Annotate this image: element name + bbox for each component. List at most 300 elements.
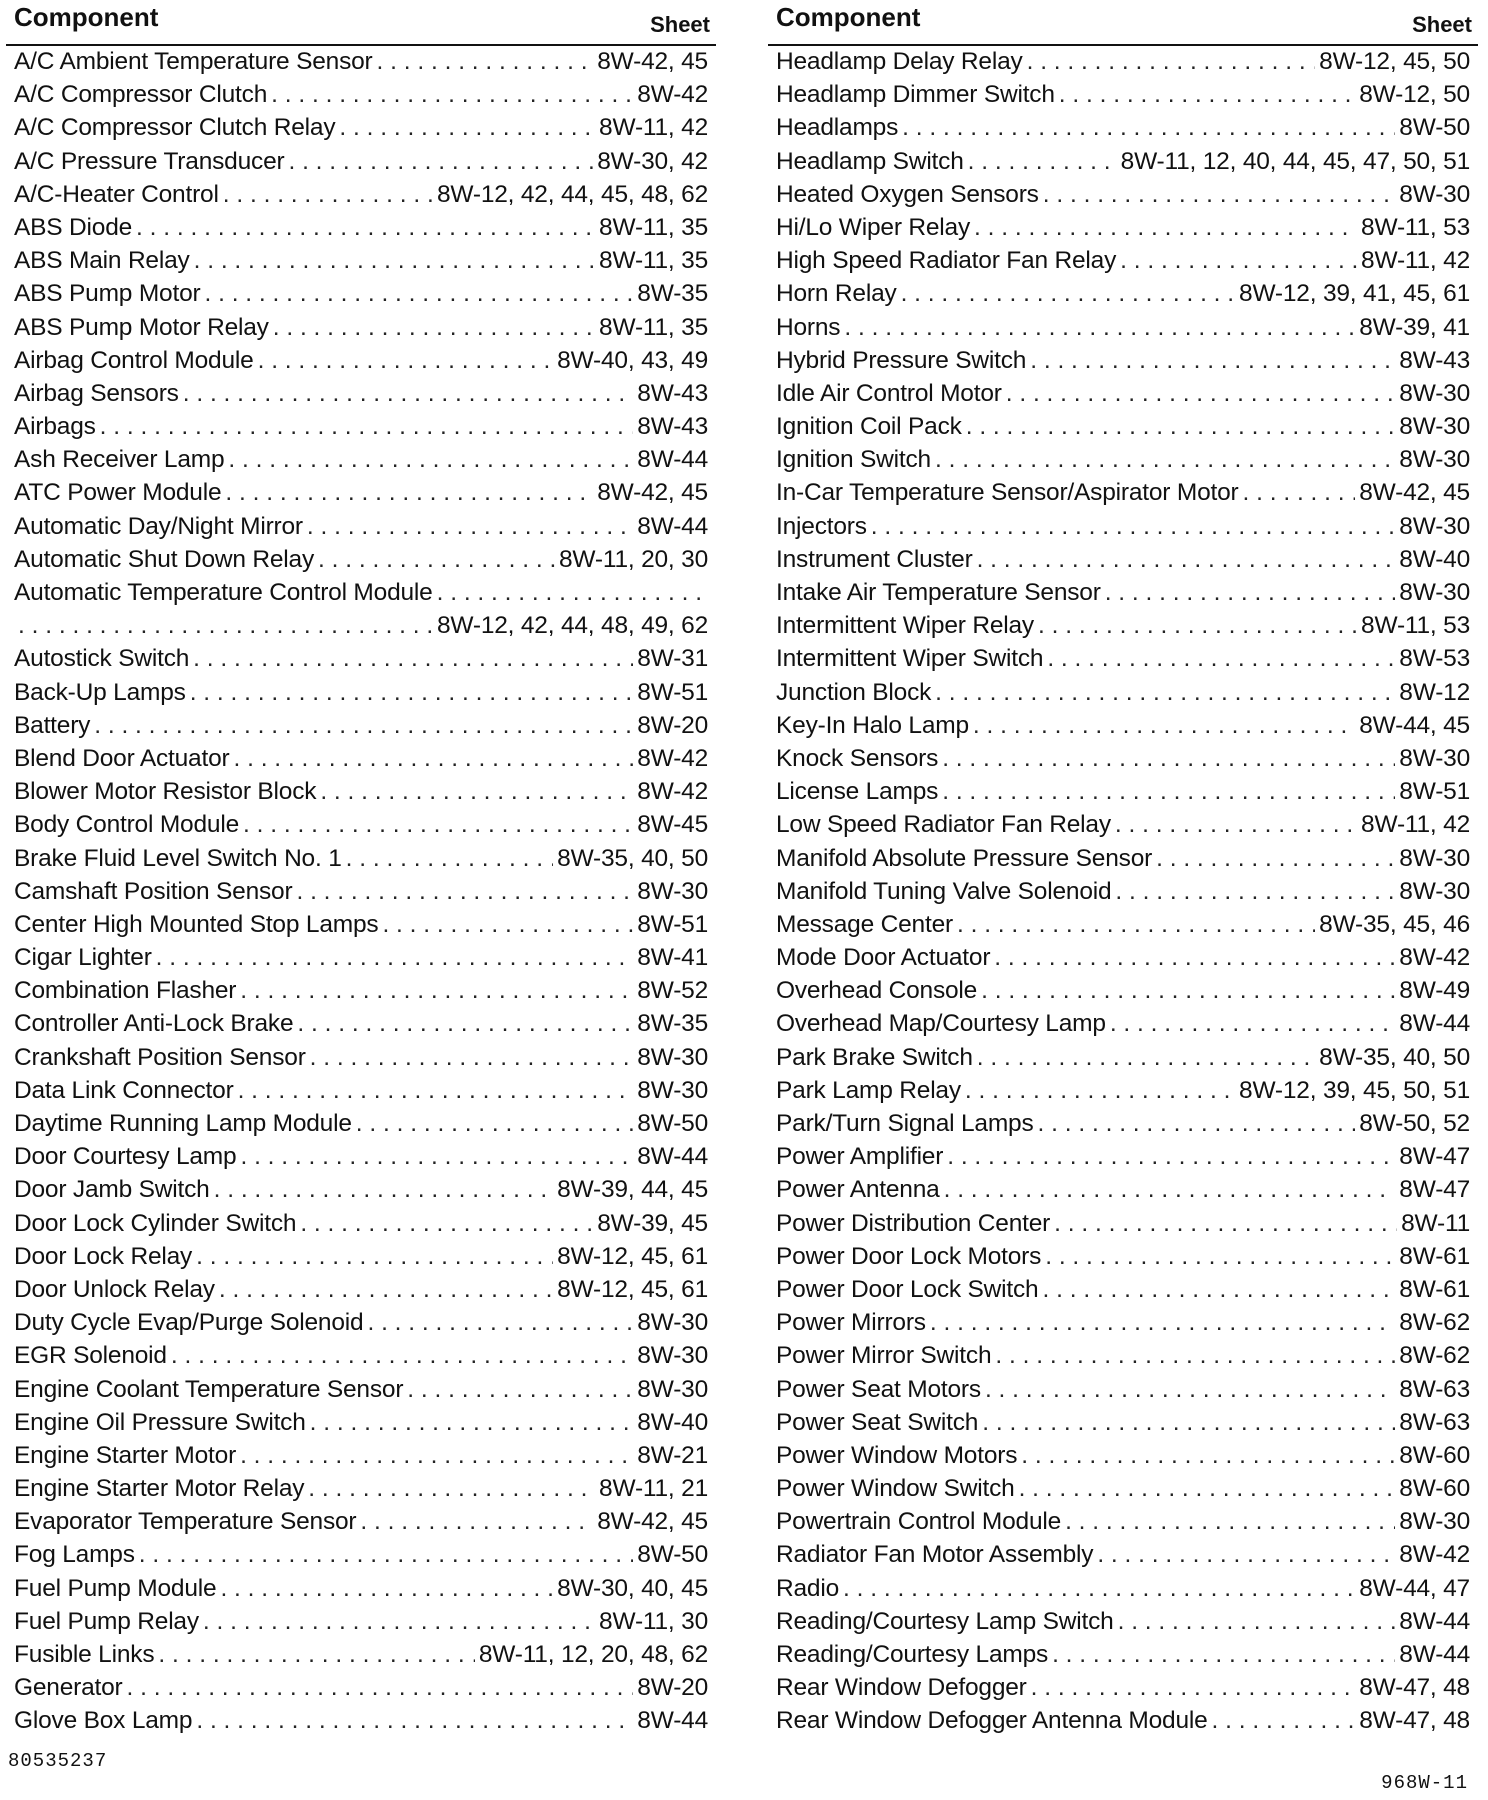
dot-leader: [1097, 1541, 1395, 1569]
sheet-reference: 8W-42: [637, 744, 708, 772]
component-name: ABS Main Relay: [14, 247, 190, 275]
component-name: Door Jamb Switch: [14, 1176, 210, 1204]
dot-leader: [307, 513, 633, 541]
dot-leader: [233, 745, 633, 773]
list-item: [6, 48, 716, 81]
sheet-reference: 8W-11, 21: [599, 1475, 708, 1503]
dot-leader: [1115, 878, 1395, 906]
component-name: Headlamp Dimmer Switch: [776, 81, 1055, 109]
component-name: Cigar Lighter: [14, 944, 152, 972]
dot-leader: [183, 380, 634, 408]
dot-leader: [957, 911, 1315, 939]
sheet-reference: 8W-30: [1399, 844, 1470, 872]
component-name: Engine Coolant Temperature Sensor: [14, 1375, 404, 1403]
dot-leader: [190, 679, 634, 707]
component-name: Horn Relay: [776, 280, 897, 308]
sheet-reference: 8W-12, 42, 44, 48, 49, 62: [436, 612, 708, 640]
dot-leader: [1118, 1608, 1396, 1636]
component-name: Heated Oxygen Sensors: [776, 180, 1039, 208]
component-name: Automatic Temperature Control Module: [14, 579, 433, 606]
list-item: [768, 1143, 1478, 1176]
dot-leader: [296, 878, 633, 906]
component-name: Generator: [14, 1674, 123, 1702]
dot-leader: [94, 712, 633, 740]
sheet-reference: 8W-51: [1399, 778, 1470, 806]
sheet-reference: 8W-11, 20, 30: [558, 545, 708, 573]
list-item: [6, 977, 716, 1010]
sheet-reference: 8W-20: [637, 711, 708, 739]
dot-leader: [204, 280, 633, 308]
sheet-reference: 8W-30: [637, 1043, 708, 1071]
dot-leader: [985, 1376, 1395, 1404]
sheet-reference: 8W-11, 42: [1361, 811, 1470, 839]
list-item: [768, 48, 1478, 81]
sheet-heading: Sheet: [1412, 12, 1472, 37]
sheet-reference: 8W-35, 40, 50: [1319, 1043, 1470, 1071]
list-item: [6, 214, 716, 247]
list-item: [768, 645, 1478, 678]
component-name: Ignition Coil Pack: [776, 413, 962, 441]
sheet-reference: 8W-11, 53: [1361, 612, 1470, 640]
dot-leader: [935, 679, 1395, 707]
sheet-reference: 8W-50: [637, 1541, 708, 1569]
sheet-reference: 8W-30: [1399, 877, 1470, 905]
sheet-reference: 8W-43: [637, 379, 708, 407]
sheet-reference: 8W-42: [1399, 944, 1470, 972]
list-item: [768, 513, 1478, 546]
sheet-reference: 8W-12, 39, 45, 50, 51: [1239, 1076, 1470, 1104]
list-item: [6, 546, 716, 579]
list-item: [6, 81, 716, 114]
list-item: [768, 81, 1478, 114]
component-name: Rear Window Defogger Antenna Module: [776, 1707, 1208, 1735]
list-item: [6, 148, 716, 181]
component-name: Door Unlock Relay: [14, 1275, 215, 1303]
dot-leader: [902, 114, 1395, 142]
component-name: A/C Ambient Temperature Sensor: [14, 48, 373, 75]
component-name: Center High Mounted Stop Lamps: [14, 910, 379, 938]
list-item: [6, 1077, 716, 1110]
dot-leader: [981, 977, 1395, 1005]
dot-leader: [1115, 811, 1357, 839]
dot-leader: [1042, 1276, 1395, 1304]
dot-leader: [1054, 1210, 1397, 1238]
sheet-reference: 8W-11, 30: [599, 1607, 708, 1635]
list-item: [768, 1475, 1478, 1508]
sheet-reference: 8W-44: [637, 1143, 708, 1171]
dot-leader: [310, 1409, 634, 1437]
component-name: A/C-Heater Control: [14, 180, 219, 208]
sheet-reference: 8W-44: [1399, 1607, 1470, 1635]
list-item: [768, 911, 1478, 944]
sheet-reference: 8W-35: [637, 280, 708, 308]
sheet-reference: 8W-12, 45, 61: [557, 1242, 708, 1270]
list-item: [6, 181, 716, 214]
dot-leader: [273, 314, 595, 342]
dot-leader: [228, 446, 633, 474]
component-name: Headlamp Delay Relay: [776, 48, 1023, 75]
list-item: [6, 1010, 716, 1043]
sheet-reference: 8W-31: [637, 645, 708, 673]
list-item: [6, 944, 716, 977]
sheet-reference: 8W-50: [637, 1110, 708, 1137]
list-item: [768, 1608, 1478, 1641]
list-item: [6, 380, 716, 413]
sheet-reference: 8W-40: [1399, 545, 1470, 573]
list-item: [6, 1044, 716, 1077]
dot-leader: [1047, 645, 1395, 673]
component-name: Junction Block: [776, 678, 932, 706]
component-name: Engine Starter Motor: [14, 1441, 237, 1469]
dot-leader: [225, 479, 593, 507]
dot-leader: [947, 1143, 1395, 1171]
component-name: Manifold Absolute Pressure Sensor: [776, 844, 1153, 872]
sheet-reference: 8W-63: [1399, 1375, 1470, 1403]
sheet-reference: 8W-30: [1399, 446, 1470, 474]
dot-leader: [1019, 1475, 1396, 1503]
component-name: Engine Oil Pressure Switch: [14, 1408, 306, 1436]
list-item: [768, 1409, 1478, 1442]
sheet-reference: 8W-30: [637, 1076, 708, 1104]
list-item: [768, 413, 1478, 446]
dot-leader: [871, 513, 1395, 541]
left-component-list: [6, 48, 716, 1741]
dot-leader: [240, 977, 633, 1005]
sheet-reference: 8W-39, 41: [1359, 313, 1470, 341]
list-item: [768, 1276, 1478, 1309]
dot-leader: [346, 845, 554, 873]
dot-leader: [127, 1674, 634, 1702]
dot-leader: [18, 612, 433, 640]
component-name: Door Courtesy Lamp: [14, 1143, 237, 1171]
sheet-reference: 8W-11: [1401, 1209, 1470, 1237]
list-item: [768, 1010, 1478, 1043]
list-item: [6, 247, 716, 280]
component-name: Daytime Running Lamp Module: [14, 1110, 352, 1137]
list-item: [6, 1376, 716, 1409]
component-name: Autostick Switch: [14, 645, 190, 673]
sheet-reference: 8W-30, 42: [597, 147, 708, 175]
dot-leader: [139, 1541, 634, 1569]
component-name: Hybrid Pressure Switch: [776, 346, 1027, 374]
list-item: [768, 1210, 1478, 1243]
component-name: Reading/Courtesy Lamp Switch: [776, 1607, 1114, 1635]
component-name: Evaporator Temperature Sensor: [14, 1508, 357, 1536]
list-item: [6, 1674, 716, 1707]
dot-leader: [320, 778, 633, 806]
sheet-reference: 8W-44: [637, 512, 708, 540]
dot-leader: [220, 1575, 553, 1603]
list-item: [6, 1508, 716, 1541]
dot-leader: [214, 1176, 554, 1204]
component-name: Overhead Console: [776, 977, 978, 1005]
dot-leader: [1120, 247, 1357, 275]
sheet-reference: 8W-12: [1399, 678, 1470, 706]
component-name: ABS Pump Motor Relay: [14, 313, 269, 341]
component-heading: Component: [14, 2, 159, 32]
sheet-reference: 8W-30: [637, 877, 708, 905]
component-name: A/C Pressure Transducer: [14, 147, 285, 175]
sheet-reference: 8W-30: [1399, 744, 1470, 772]
component-name: A/C Compressor Clutch Relay: [14, 114, 336, 142]
list-item: [768, 845, 1478, 878]
sheet-reference: 8W-30: [637, 1309, 708, 1337]
sheet-reference: 8W-47: [1399, 1143, 1470, 1171]
dot-leader: [1030, 347, 1395, 375]
sheet-reference: 8W-30: [1399, 413, 1470, 441]
sheet-reference: 8W-51: [637, 910, 708, 938]
dot-leader: [407, 1376, 633, 1404]
sheet-reference: 8W-30: [637, 1375, 708, 1403]
component-name: Power Window Motors: [776, 1441, 1018, 1469]
list-item: [768, 546, 1478, 579]
component-name: Brake Fluid Level Switch No. 1: [14, 844, 342, 872]
list-item: [768, 579, 1478, 612]
list-item: [6, 1409, 716, 1442]
list-item: [6, 1608, 716, 1641]
sheet-reference: 8W-12, 50: [1359, 81, 1470, 109]
list-item: [6, 1143, 716, 1176]
sheet-reference: 8W-40, 43, 49: [557, 346, 708, 374]
sheet-reference: 8W-52: [637, 977, 708, 1005]
dot-leader: [1052, 1641, 1395, 1669]
sheet-reference: 8W-30: [1399, 512, 1470, 540]
list-item: [6, 811, 716, 844]
dot-leader: [1105, 579, 1396, 607]
list-item: [768, 1508, 1478, 1541]
component-name: Instrument Cluster: [776, 545, 973, 573]
component-name: Door Lock Relay: [14, 1242, 193, 1270]
dot-leader: [844, 314, 1355, 342]
sheet-reference: 8W-11, 42: [599, 114, 708, 142]
list-item: [768, 1376, 1478, 1409]
dot-leader: [288, 148, 593, 176]
list-item: [6, 1276, 716, 1309]
component-name: Power Mirrors: [776, 1309, 926, 1337]
dot-leader: [367, 1309, 633, 1337]
sheet-reference: 8W-20: [637, 1674, 708, 1702]
component-name: Reading/Courtesy Lamps: [776, 1641, 1049, 1668]
sheet-reference: 8W-11, 42: [1361, 247, 1470, 275]
dot-leader: [944, 1176, 1396, 1204]
sheet-reference: 8W-30: [1399, 379, 1470, 407]
sheet-reference: 8W-44: [1399, 1010, 1470, 1038]
component-name: Intermittent Wiper Relay: [776, 612, 1034, 640]
sheet-reference: 8W-35, 45, 46: [1319, 910, 1470, 938]
list-item: [768, 479, 1478, 512]
dot-leader: [1021, 1442, 1395, 1470]
list-item: [6, 1575, 716, 1608]
dot-leader: [223, 181, 433, 209]
component-name: Intermittent Wiper Switch: [776, 645, 1044, 673]
dot-leader: [308, 1475, 595, 1503]
component-name: Camshaft Position Sensor: [14, 877, 293, 905]
dot-leader: [196, 1243, 553, 1271]
list-item: [768, 1641, 1478, 1674]
list-item: [768, 745, 1478, 778]
right-component-list: [768, 48, 1478, 1741]
list-item: [768, 1077, 1478, 1110]
dot-leader: [437, 579, 704, 607]
component-name: Airbag Sensors: [14, 379, 179, 407]
sheet-reference: 8W-44: [637, 1707, 708, 1735]
component-name: Automatic Shut Down Relay: [14, 545, 315, 573]
list-item: [768, 1243, 1478, 1276]
component-name: Knock Sensors: [776, 744, 939, 772]
component-name: High Speed Radiator Fan Relay: [776, 247, 1117, 275]
list-item: [6, 1210, 716, 1243]
list-item: [6, 645, 716, 678]
list-item: [6, 1541, 716, 1574]
sheet-reference: 8W-35: [637, 1010, 708, 1038]
dot-leader: [901, 280, 1235, 308]
dot-leader: [219, 1276, 553, 1304]
dot-leader: [1031, 1674, 1356, 1702]
list-item: [6, 114, 716, 147]
sheet-reference: 8W-61: [1399, 1242, 1470, 1270]
sheet-reference: 8W-45: [637, 811, 708, 839]
component-name: Blend Door Actuator: [14, 744, 230, 772]
dot-leader: [1059, 81, 1355, 109]
list-item: [6, 314, 716, 347]
component-name: Low Speed Radiator Fan Relay: [776, 811, 1111, 839]
sheet-reference: 8W-11, 53: [1361, 213, 1470, 241]
sheet-reference: 8W-39, 44, 45: [557, 1176, 708, 1204]
dot-leader: [974, 214, 1357, 242]
sheet-reference: 8W-49: [1399, 977, 1470, 1005]
list-item: [6, 1707, 716, 1740]
sheet-reference: 8W-42, 45: [597, 479, 708, 507]
component-name: Crankshaft Position Sensor: [14, 1043, 306, 1071]
dot-leader: [965, 1077, 1235, 1105]
list-item: [6, 1176, 716, 1209]
sheet-reference: 8W-44: [637, 446, 708, 474]
component-name: Horns: [776, 313, 841, 341]
list-item: [768, 778, 1478, 811]
dot-leader: [1006, 380, 1396, 408]
component-name: Battery: [14, 711, 91, 739]
list-item: [768, 247, 1478, 280]
list-item: [768, 1442, 1478, 1475]
dot-leader: [982, 1409, 1395, 1437]
dot-leader: [843, 1575, 1355, 1603]
list-item: [6, 280, 716, 313]
dot-leader: [968, 148, 1117, 176]
sheet-reference: 8W-42: [637, 81, 708, 109]
sheet-reference: 8W-60: [1399, 1475, 1470, 1503]
list-item: [768, 214, 1478, 247]
component-name: Power Distribution Center: [776, 1209, 1051, 1237]
dot-leader: [100, 413, 634, 441]
component-name: Power Amplifier: [776, 1143, 944, 1171]
component-name: Airbags: [14, 413, 96, 441]
component-name: Airbag Control Module: [14, 346, 254, 374]
component-name: Power Seat Switch: [776, 1408, 979, 1436]
dot-leader: [196, 1707, 633, 1735]
component-name: Back-Up Lamps: [14, 678, 186, 706]
list-item: [768, 811, 1478, 844]
dot-leader: [356, 1110, 634, 1138]
sheet-reference: 8W-44: [1399, 1641, 1470, 1668]
component-name: Overhead Map/Courtesy Lamp: [776, 1010, 1106, 1038]
component-name: Headlamp Switch: [776, 147, 964, 175]
footer-document-code: 80535237: [8, 1750, 108, 1772]
component-name: Rear Window Defogger: [776, 1674, 1027, 1702]
sheet-reference: 8W-43: [637, 413, 708, 441]
component-name: Injectors: [776, 512, 867, 540]
component-name: Controller Anti-Lock Brake: [14, 1010, 294, 1038]
sheet-reference: 8W-12, 45, 61: [557, 1275, 708, 1303]
sheet-reference: 8W-42, 45: [1359, 479, 1470, 507]
right-column: [768, 0, 1478, 1741]
list-item: [6, 1342, 716, 1375]
list-item: [768, 446, 1478, 479]
component-name: Power Mirror Switch: [776, 1342, 992, 1370]
component-name: Radio: [776, 1574, 840, 1602]
dot-leader: [942, 745, 1395, 773]
list-item: [768, 181, 1478, 214]
sheet-reference: 8W-21: [637, 1441, 708, 1469]
component-name: EGR Solenoid: [14, 1342, 167, 1370]
sheet-reference: 8W-30, 40, 45: [557, 1574, 708, 1602]
sheet-reference: 8W-51: [637, 678, 708, 706]
component-name: Park Lamp Relay: [776, 1076, 961, 1104]
sheet-reference: 8W-41: [637, 944, 708, 972]
component-name: ABS Pump Motor: [14, 280, 201, 308]
component-name: Duty Cycle Evap/Purge Solenoid: [14, 1309, 364, 1337]
dot-leader: [136, 214, 595, 242]
list-item: [768, 1541, 1478, 1574]
left-column-header: [6, 0, 716, 46]
component-name: Power Window Switch: [776, 1475, 1015, 1503]
component-name: ATC Power Module: [14, 479, 222, 507]
component-name: Manifold Tuning Valve Solenoid: [776, 877, 1112, 905]
list-item: [6, 347, 716, 380]
component-name: Door Lock Cylinder Switch: [14, 1209, 297, 1237]
sheet-reference: 8W-11, 12, 40, 44, 45, 47, 50, 51: [1120, 147, 1470, 175]
sheet-reference: 8W-42, 45: [597, 1508, 708, 1536]
sheet-reference: 8W-11, 35: [599, 213, 708, 241]
list-item: [768, 712, 1478, 745]
component-name: Glove Box Lamp: [14, 1707, 193, 1735]
list-item: [768, 148, 1478, 181]
dot-leader: [238, 1077, 634, 1105]
component-name: License Lamps: [776, 778, 939, 806]
list-item: [6, 1243, 716, 1276]
list-item: [6, 679, 716, 712]
sheet-reference: 8W-47, 48: [1359, 1674, 1470, 1702]
component-name: In-Car Temperature Sensor/Aspirator Motor: [776, 479, 1239, 507]
sheet-reference: 8W-43: [1399, 346, 1470, 374]
list-item: [768, 1176, 1478, 1209]
list-item: [768, 612, 1478, 645]
component-name: Hi/Lo Wiper Relay: [776, 213, 971, 241]
dot-leader: [973, 712, 1355, 740]
footer-page-code: 968W-11: [1381, 1772, 1468, 1794]
component-name: A/C Compressor Clutch: [14, 81, 268, 109]
component-name: Fuel Pump Module: [14, 1574, 217, 1602]
dot-leader: [318, 546, 555, 574]
dot-leader: [258, 347, 554, 375]
dot-leader: [935, 446, 1395, 474]
sheet-reference: 8W-42: [637, 778, 708, 806]
component-name: Fusible Links: [14, 1641, 155, 1668]
dot-leader: [977, 546, 1396, 574]
list-item: [6, 413, 716, 446]
dot-leader: [1038, 1110, 1356, 1138]
dot-leader: [1043, 181, 1396, 209]
sheet-reference: 8W-53: [1399, 645, 1470, 673]
